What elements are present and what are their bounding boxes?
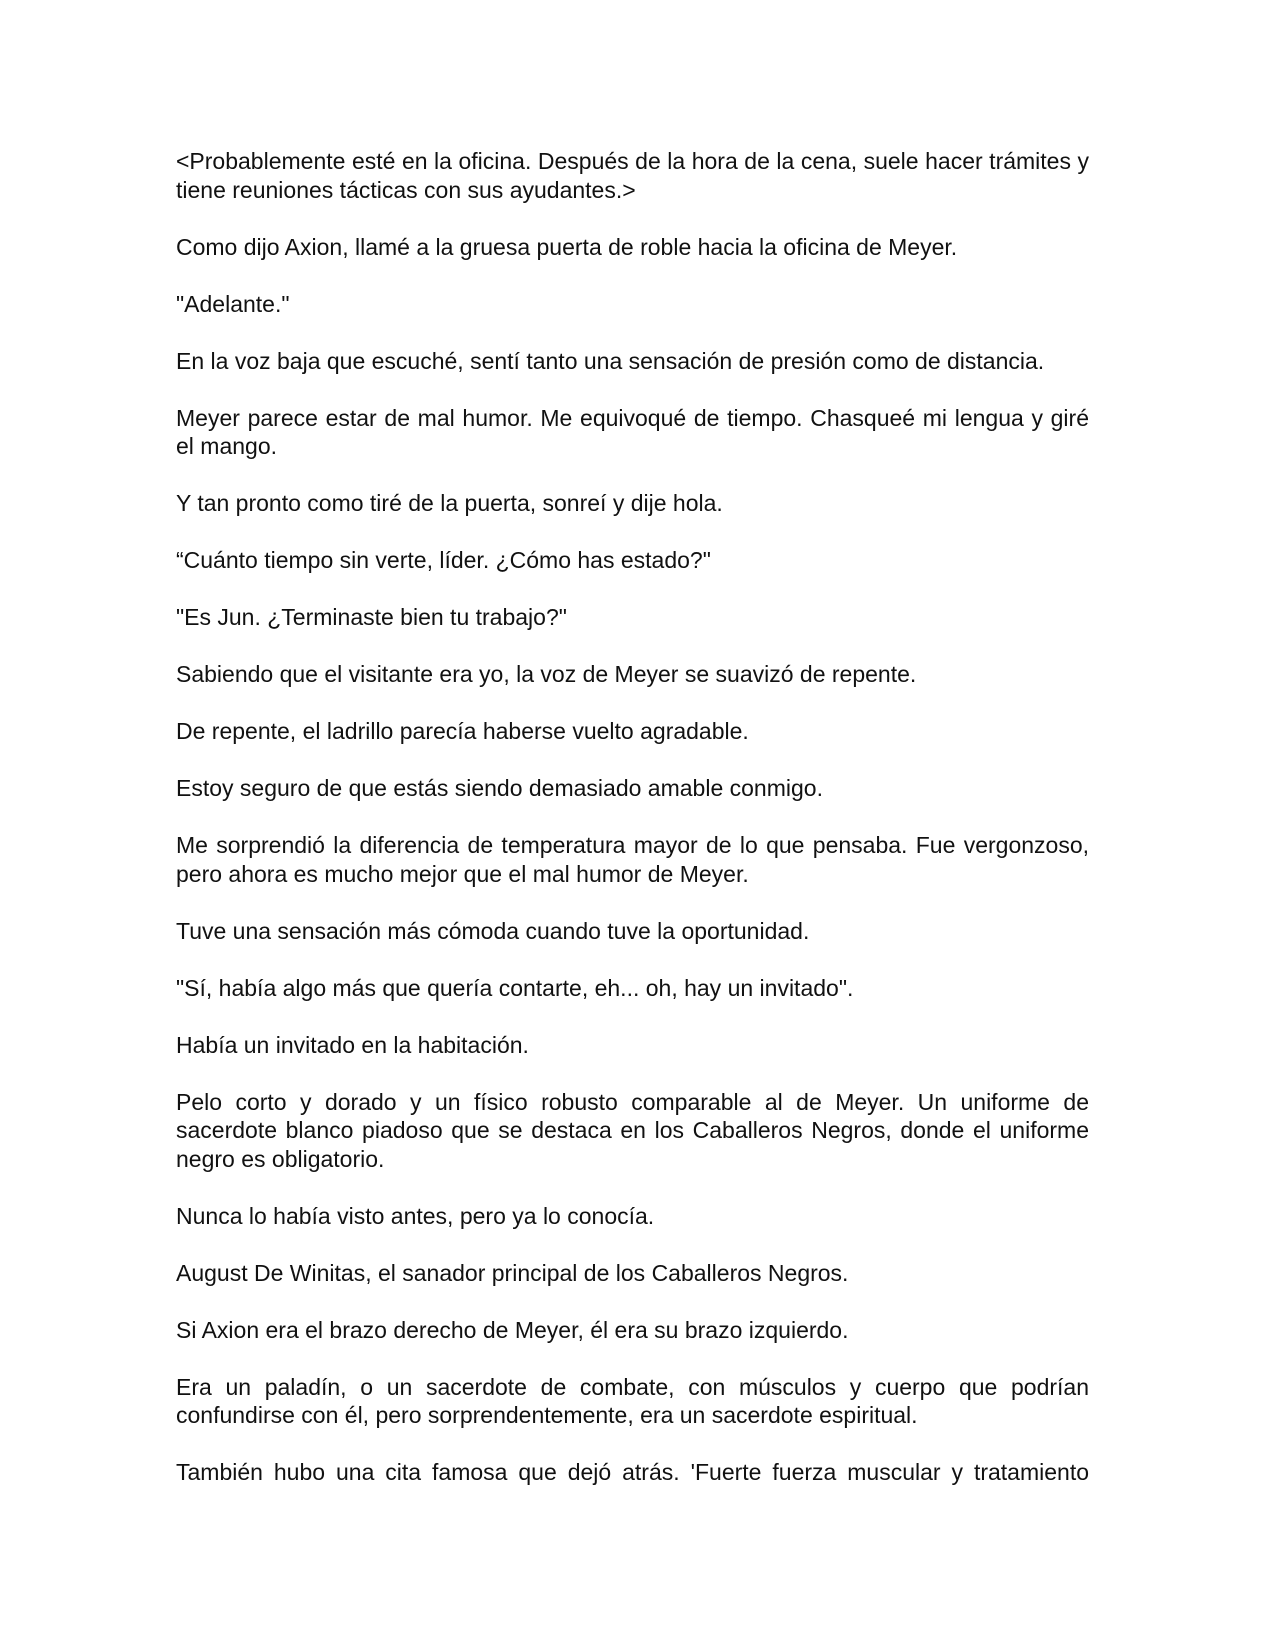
paragraph-13: Tuve una sensación más cómoda cuando tuve la oportunidad. xyxy=(176,917,810,944)
paragraph-15: Había un invitado en la habitación. xyxy=(176,1031,529,1058)
paragraph-11: Estoy seguro de que estás siendo demasiado amable conmigo. xyxy=(176,775,823,801)
paragraph-7: “Cuánto tiempo sin verte, líder. ¿Cómo has estado?" xyxy=(176,547,711,573)
paragraph-2: Como dijo Axion, llamé a la gruesa puerta de roble hacia la oficina de Meyer. xyxy=(176,233,958,260)
paragraph-6: Y tan pronto como tiré de la puerta, sonreí y dije hola. xyxy=(176,490,723,516)
paragraph-8: "Es Jun. ¿Terminaste bien tu trabajo?" xyxy=(176,604,567,630)
paragraph-21: También hubo una cita famosa que dejó atrás. 'Fuerte fuerza muscular y tratamiento xyxy=(176,1459,1089,1485)
paragraph-3: "Adelante." xyxy=(176,290,290,317)
paragraph-20: Era un paladín, o un sacerdote de combate, con músculos y cuerpo que podrían confundirse con él, pero sorprendentemente, era un sacerdote espiritual. xyxy=(176,1373,1089,1428)
paragraph-4: En la voz baja que escuché, sentí tanto una sensación de presión como de distancia. xyxy=(176,347,1045,374)
paragraph-1: <Probablemente esté en la oficina. Después de la hora de la cena, suele hacer trámites y tiene reuniones tácticas con sus ayudantes.> xyxy=(176,148,1089,203)
paragraph-14: "Sí, había algo más que quería contarte, eh... oh, hay un invitado". xyxy=(176,974,854,1001)
paragraph-17: Nunca lo había visto antes, pero ya lo conocía. xyxy=(176,1202,655,1229)
paragraph-18: August De Winitas, el sanador principal de los Caballeros Negros. xyxy=(176,1259,849,1286)
paragraph-16: Pelo corto y dorado y un físico robusto comparable al de Meyer. Un uniforme de sacerdote blanco piadoso que se destaca en los Caballeros Negros, donde el uniforme negro es obligatorio. xyxy=(176,1088,1089,1172)
paragraph-19: Si Axion era el brazo derecho de Meyer, él era su brazo izquierdo. xyxy=(176,1316,849,1343)
document-body xyxy=(176,147,1089,1487)
paragraph-5: Meyer parece estar de mal humor. Me equivoqué de tiempo. Chasqueé mi lengua y giré el mango. xyxy=(176,404,1089,459)
paragraph-9: Sabiendo que el visitante era yo, la voz de Meyer se suavizó de repente. xyxy=(176,661,917,687)
paragraph-10: De repente, el ladrillo parecía haberse vuelto agradable. xyxy=(176,718,749,744)
paragraph-12: Me sorprendió la diferencia de temperatura mayor de lo que pensaba. Fue vergonzoso, pero ahora es mucho mejor que el mal humor de Meyer. xyxy=(176,832,1089,887)
